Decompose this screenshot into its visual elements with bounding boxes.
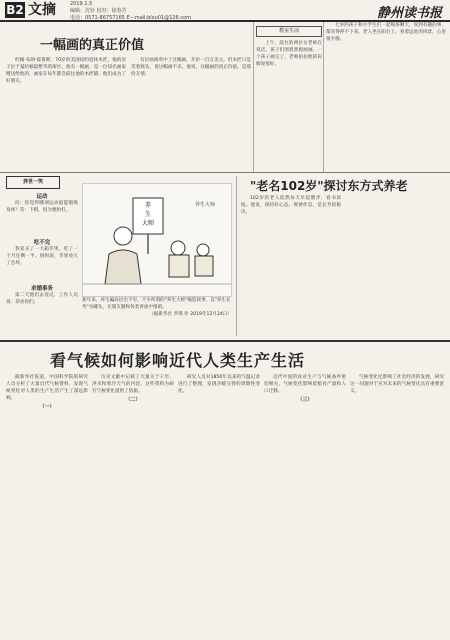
header-email: E—mail:blxu01@126.com [126,15,191,21]
article1-col2 [131,57,251,169]
article3-col3 [178,374,260,634]
joke2 [6,246,78,281]
article3-text: 近代中国的农业生产与气候条件密切相关，气候变化影响着粮食产量和人口迁移。 [264,375,346,394]
article2-text: 102岁的老人依然每天早起散步，看书读报。他说，保持好心态、规律作息，是长寿的秘诀。 [241,196,341,215]
article3-title: 看气候如何影响近代人类生产生活 [50,351,306,370]
header-editors: 编辑：沈铃 校对：徐春芳 [70,8,127,14]
header-meta [70,1,191,22]
column-divider [236,176,237,336]
column-divider [323,22,324,172]
article3-text: 据新华社报道，中国科学院的研究人员分析了大量近代气候资料，发现气候变化对人类的生产生活产生了深远影响。 [6,375,88,401]
article3-col1 [6,374,88,634]
header-phone: 电话：0571-86757165 [70,15,125,21]
page-header [0,0,450,22]
cartoon-label: 养生大师 [195,202,216,208]
joke3-text: 第二天他们去登记，工作人员说：恭喜你们。 [6,293,78,305]
masthead-logo: 静州读书报 [376,6,442,21]
article2-col1 [241,195,341,335]
column3-text: 上午，前台的两位女老师在说话，孩子们围着黑板画画。一个孩子画完了，老师拍拍他的肩膀说很好。 [256,41,322,67]
article1-col1 [6,57,126,169]
cartoon-drawing [83,184,231,296]
article2-title: "老名102岁"探讨东方式养老 [250,179,408,193]
section-name: 文摘 [28,2,56,18]
jokes-header: 养世一笑 [6,176,60,189]
cartoon-caption-text: 新年来，养生骗局层出不穷。不少所谓的"养生大师"编造故事，以"养生长寿"为噱头，在朋友圈和各类讲座中推销。 [82,298,231,310]
section-number: B2 [6,3,24,17]
article1-paragraph: 有位画商看中了这幅画，开价一百万美元。但木匠只是笑着摇头，说这幅画不卖。他说，这幅画的真正价值，是那份友情。 [131,58,251,77]
cartoon-illustration [82,183,232,297]
column3-header: 教室生活 [256,26,322,37]
article3-col2 [92,374,174,634]
header-date: 2019.1.5 [70,1,93,7]
joke1-text: 问：你觉得哪项运动最能锻炼身体？答：下棋，因为要抬杠。 [6,201,78,213]
column4-text: 七岁的孩子和小学生们一起喝茶聊天，说到有趣的事，都笑得停不下来。老人坐在阳台上，看着远处的风景，心里很平静。 [326,23,446,42]
joke2-text: 我家买了一大箱苹果，吃了一个月还剩一半。妈妈说，苹果放久了会坏。 [6,247,78,266]
article2-col2 [346,195,446,335]
article3-text: 历史文献中记载了大量关于干旱、洪水和寒冷天气的内容，这些资料为研究气候变化提供了依据。 [92,375,174,394]
article3-subhead: （三） [297,397,313,403]
svg-text:大师: 大师 [141,220,155,227]
joke1 [6,200,78,235]
cartoon-caption [82,297,232,318]
article3-text: 气候变化还影响了社会经济的发展，研究这一问题对于应对未来的气候变化具有重要意义。 [350,375,444,394]
column-divider [253,22,254,172]
article1-paragraph: 约翰·布朗·霍鲁斯，70岁的美国纽约退休木匠，他的房子位于曼哈顿最繁华的街区。他有一幅画，是一位知名画家赠送给他的，画家在每年都会前往他的木匠铺，他们成为了好朋友。 [6,58,126,84]
column4-body [326,22,446,162]
column3-body [256,40,322,175]
article3-text: 研究人员对1850年以来的气温记录进行了整理，发现冷暖交替的周期性变化。 [178,375,260,394]
cartoon-credit: （据新华社 罗琪 作 2019年12月24日） [149,312,232,317]
article3-col5 [350,374,444,634]
joke2-title: 吃不完 [33,240,51,246]
article3-col4 [264,374,346,634]
article1-title: 一幅画的真正价值 [40,38,145,53]
cartoon-sign-text: 养 [144,202,152,209]
svg-text:生: 生 [144,211,152,218]
joke1-title: 运动 [36,194,48,200]
joke3-title: 求婚事务 [30,286,53,292]
joke3 [6,292,78,332]
section-divider [0,172,450,173]
article3-subhead: （二） [125,397,141,403]
article3-subhead: （一） [39,404,55,410]
section-divider [0,340,450,342]
